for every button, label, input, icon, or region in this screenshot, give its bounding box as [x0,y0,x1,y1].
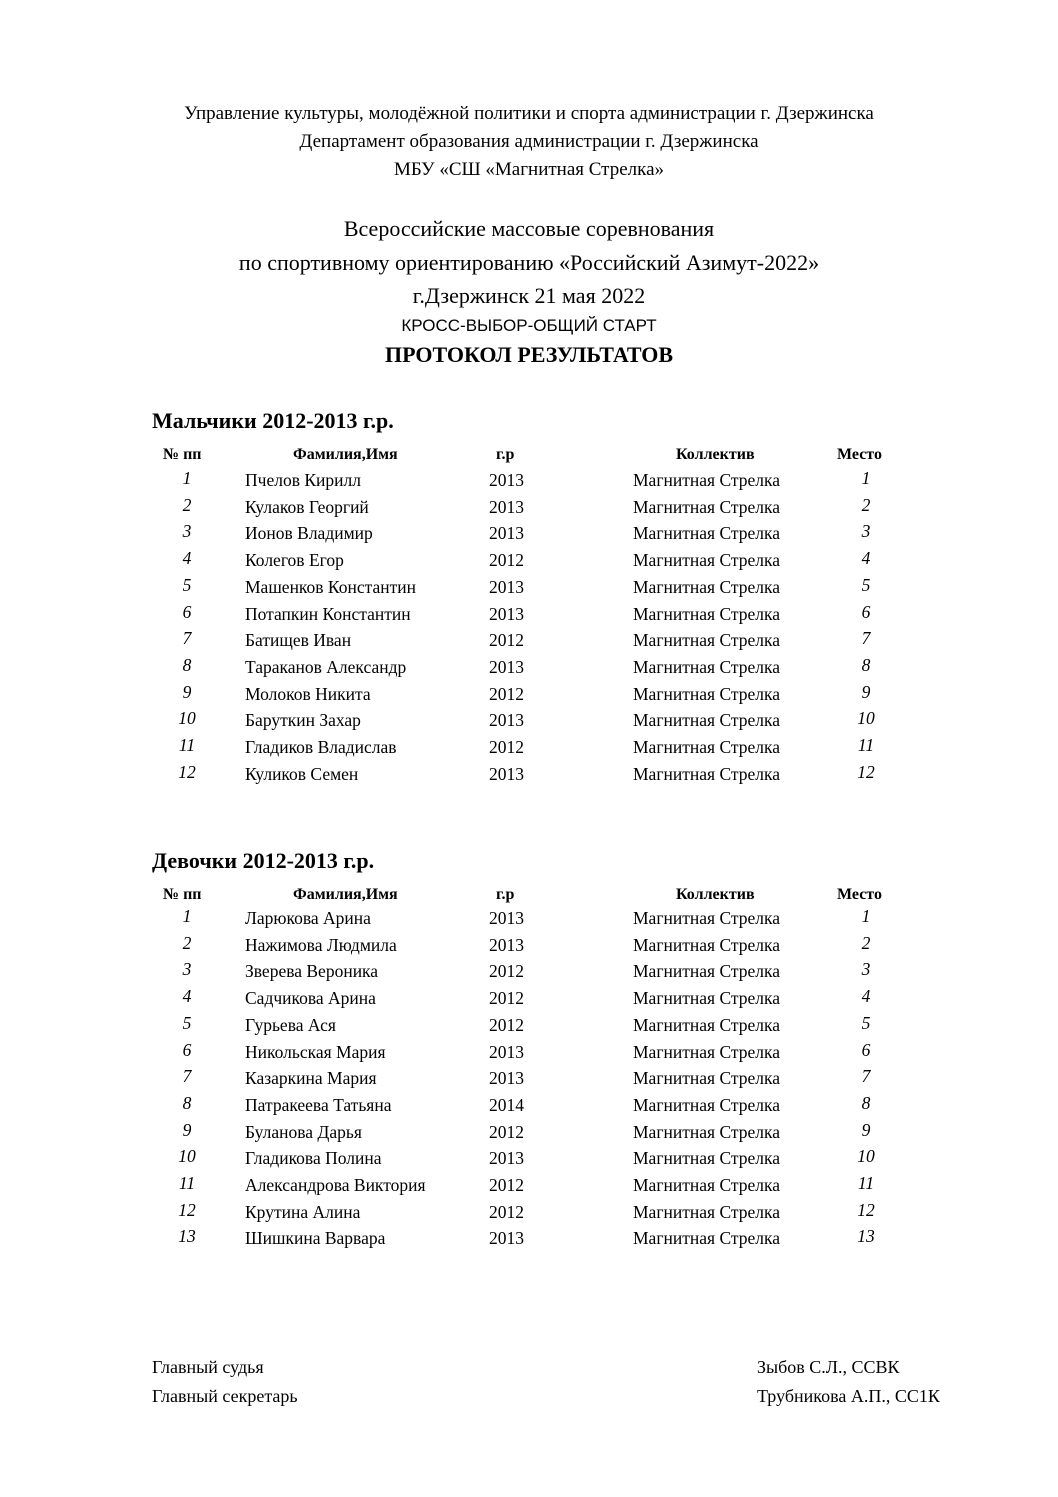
athlete-name: Буланова Дарья [245,1121,362,1142]
row-number: 8 [182,1092,192,1113]
team-name: Магнитная Стрелка [633,576,780,597]
row-number: 3 [182,959,192,980]
place: 9 [861,1119,871,1140]
birth-year: 2013 [489,576,524,597]
birth-year: 2012 [489,1201,524,1222]
athlete-name: Крутина Алина [245,1201,361,1222]
birth-year: 2013 [489,656,524,677]
place: 8 [861,654,871,675]
row-number: 6 [182,601,192,622]
org-line-2: Департамент образования администрации г. Дзержинска [299,131,759,152]
birth-year: 2012 [489,1175,524,1195]
column-header-place: Место [837,886,882,903]
birth-year: 2014 [489,1094,524,1115]
birth-year: 2013 [489,763,524,784]
chief-judge-name: Зыбов С.Л., ССВК [757,1357,900,1377]
athlete-name: Садчикова Арина [245,988,376,1009]
place: 11 [857,735,875,755]
birth-year: 2012 [489,988,524,1009]
athlete-name: Кулаков Георгий [245,496,369,517]
row-number: 1 [182,468,192,488]
birth-year: 2013 [489,710,524,731]
team-name: Магнитная Стрелка [633,470,780,490]
row-number: 7 [182,1066,192,1087]
place: 5 [861,1012,871,1033]
birth-year: 2012 [489,737,524,757]
column-header-name: Фамилия,Имя [293,446,398,463]
birth-year: 2013 [489,1041,524,1062]
team-name: Магнитная Стрелка [633,683,780,704]
athlete-name: Ионов Владимир [245,523,373,544]
place: 8 [861,1092,871,1113]
team-name: Магнитная Стрелка [633,1041,780,1062]
place: 7 [861,1066,871,1087]
athlete-name: Александрова Виктория [245,1175,426,1195]
place: 12 [857,1199,875,1220]
birth-year: 2013 [489,1228,524,1249]
birth-year: 2013 [489,603,524,624]
athlete-name: Колегов Егор [245,550,344,571]
row-number: 11 [178,1173,196,1193]
birth-year: 2013 [489,496,524,517]
athlete-name: Гурьева Ася [245,1014,336,1035]
team-name: Магнитная Стрелка [633,961,780,982]
row-number: 10 [178,1146,196,1167]
team-name: Магнитная Стрелка [633,1228,780,1249]
team-name: Магнитная Стрелка [633,737,780,757]
place: 4 [861,986,871,1007]
team-name: Магнитная Стрелка [633,934,780,955]
row-number: 3 [182,521,192,542]
event-date: г.Дзержинск 21 мая 2022 [412,283,646,308]
athlete-name: Ларюкова Арина [245,908,371,928]
athlete-name: Потапкин Константин [245,603,411,624]
place: 7 [861,628,871,649]
team-name: Магнитная Стрелка [633,710,780,731]
row-number: 12 [178,761,196,782]
row-number: 5 [182,574,192,595]
athlete-name: Пчелов Кирилл [245,470,361,490]
row-number: 5 [182,1012,192,1033]
place: 12 [857,761,875,782]
athlete-name: Молоков Никита [245,683,371,704]
group-title-girls: Девочки 2012-2013 г.р. [152,848,375,873]
team-name: Магнитная Стрелка [633,1148,780,1169]
team-name: Магнитная Стрелка [633,1121,780,1142]
place: 3 [861,959,871,980]
team-name: Магнитная Стрелка [633,550,780,571]
birth-year: 2012 [489,1121,524,1142]
birth-year: 2013 [489,1148,524,1169]
athlete-name: Шишкина Варвара [245,1228,386,1249]
team-name: Магнитная Стрелка [633,1201,780,1222]
athlete-name: Баруткин Захар [245,710,361,731]
row-number: 13 [178,1226,196,1247]
column-header-place: Место [837,446,882,463]
team-name: Магнитная Стрелка [633,1014,780,1035]
place: 5 [861,574,871,595]
place: 11 [857,1173,875,1193]
birth-year: 2012 [489,630,524,651]
row-number: 7 [182,628,192,649]
place: 3 [861,521,871,542]
team-name: Магнитная Стрелка [633,603,780,624]
athlete-name: Гладиков Владислав [245,737,397,757]
birth-year: 2013 [489,470,524,490]
place: 4 [861,548,871,569]
event-line-1: Всероссийские массовые соревнования [343,216,715,241]
chief-secretary-label: Главный секретарь [152,1386,298,1406]
athlete-name: Куликов Семен [245,763,359,784]
birth-year: 2013 [489,1068,524,1089]
column-header-num: № пп [163,886,202,903]
athlete-name: Казаркина Мария [245,1068,377,1089]
athlete-name: Патракеева Татьяна [245,1094,392,1115]
team-name: Магнитная Стрелка [633,988,780,1009]
group-title-boys: Мальчики 2012-2013 г.р. [152,408,394,433]
team-name: Магнитная Стрелка [633,763,780,784]
org-line-1: Управление культуры, молодёжной политики и спорта администрации г. Дзержинска [184,103,874,124]
place: 13 [857,1226,875,1247]
event-line-2: по спортивному ориентированию «Российский Азимут-2022» [238,250,820,275]
place: 10 [857,1146,875,1167]
row-number: 2 [182,932,192,953]
protocol-title: ПРОТОКОЛ РЕЗУЛЬТАТОВ [384,342,674,367]
team-name: Магнитная Стрелка [633,1068,780,1089]
place: 6 [861,601,871,622]
place: 2 [861,494,871,515]
place: 1 [861,468,871,488]
birth-year: 2013 [489,934,524,955]
column-header-name: Фамилия,Имя [293,886,398,903]
birth-year: 2013 [489,908,524,928]
team-name: Магнитная Стрелка [633,630,780,651]
row-number: 9 [182,681,192,702]
org-line-3: МБУ «СШ «Магнитная Стрелка» [393,159,665,180]
place: 10 [857,708,875,729]
place: 6 [861,1039,871,1060]
place: 2 [861,932,871,953]
team-name: Магнитная Стрелка [633,656,780,677]
athlete-name: Никольская Мария [245,1041,386,1062]
discipline: КРОСС-ВЫБОР-ОБЩИЙ СТАРТ [401,316,657,335]
row-number: 9 [182,1119,192,1140]
athlete-name: Зверева Вероника [245,961,379,982]
column-header-team: Коллектив [676,446,755,463]
birth-year: 2012 [489,683,524,704]
chief-judge-label: Главный судья [152,1357,264,1377]
chief-secretary-name: Трубникова А.П., СС1К [757,1386,940,1406]
athlete-name: Гладикова Полина [245,1148,382,1169]
row-number: 1 [182,906,192,926]
column-header-num: № пп [163,446,202,463]
column-header-team: Коллектив [676,886,755,903]
birth-year: 2012 [489,550,524,571]
place: 1 [861,906,871,926]
row-number: 11 [178,735,196,755]
birth-year: 2013 [489,523,524,544]
column-header-year: г.р [496,446,515,463]
team-name: Магнитная Стрелка [633,496,780,517]
athlete-name: Батищев Иван [245,630,352,651]
row-number: 8 [182,654,192,675]
team-name: Магнитная Стрелка [633,908,780,928]
column-header-year: г.р [496,886,515,903]
athlete-name: Нажимова Людмила [245,934,397,955]
row-number: 6 [182,1039,192,1060]
team-name: Магнитная Стрелка [633,1175,780,1195]
row-number: 4 [182,548,192,569]
place: 9 [861,681,871,702]
row-number: 4 [182,986,192,1007]
birth-year: 2012 [489,961,524,982]
row-number: 2 [182,494,192,515]
row-number: 10 [178,708,196,729]
team-name: Магнитная Стрелка [633,1094,780,1115]
row-number: 12 [178,1199,196,1220]
birth-year: 2012 [489,1014,524,1035]
athlete-name: Машенков Константин [245,576,416,597]
athlete-name: Тараканов Александр [245,656,407,677]
team-name: Магнитная Стрелка [633,523,780,544]
